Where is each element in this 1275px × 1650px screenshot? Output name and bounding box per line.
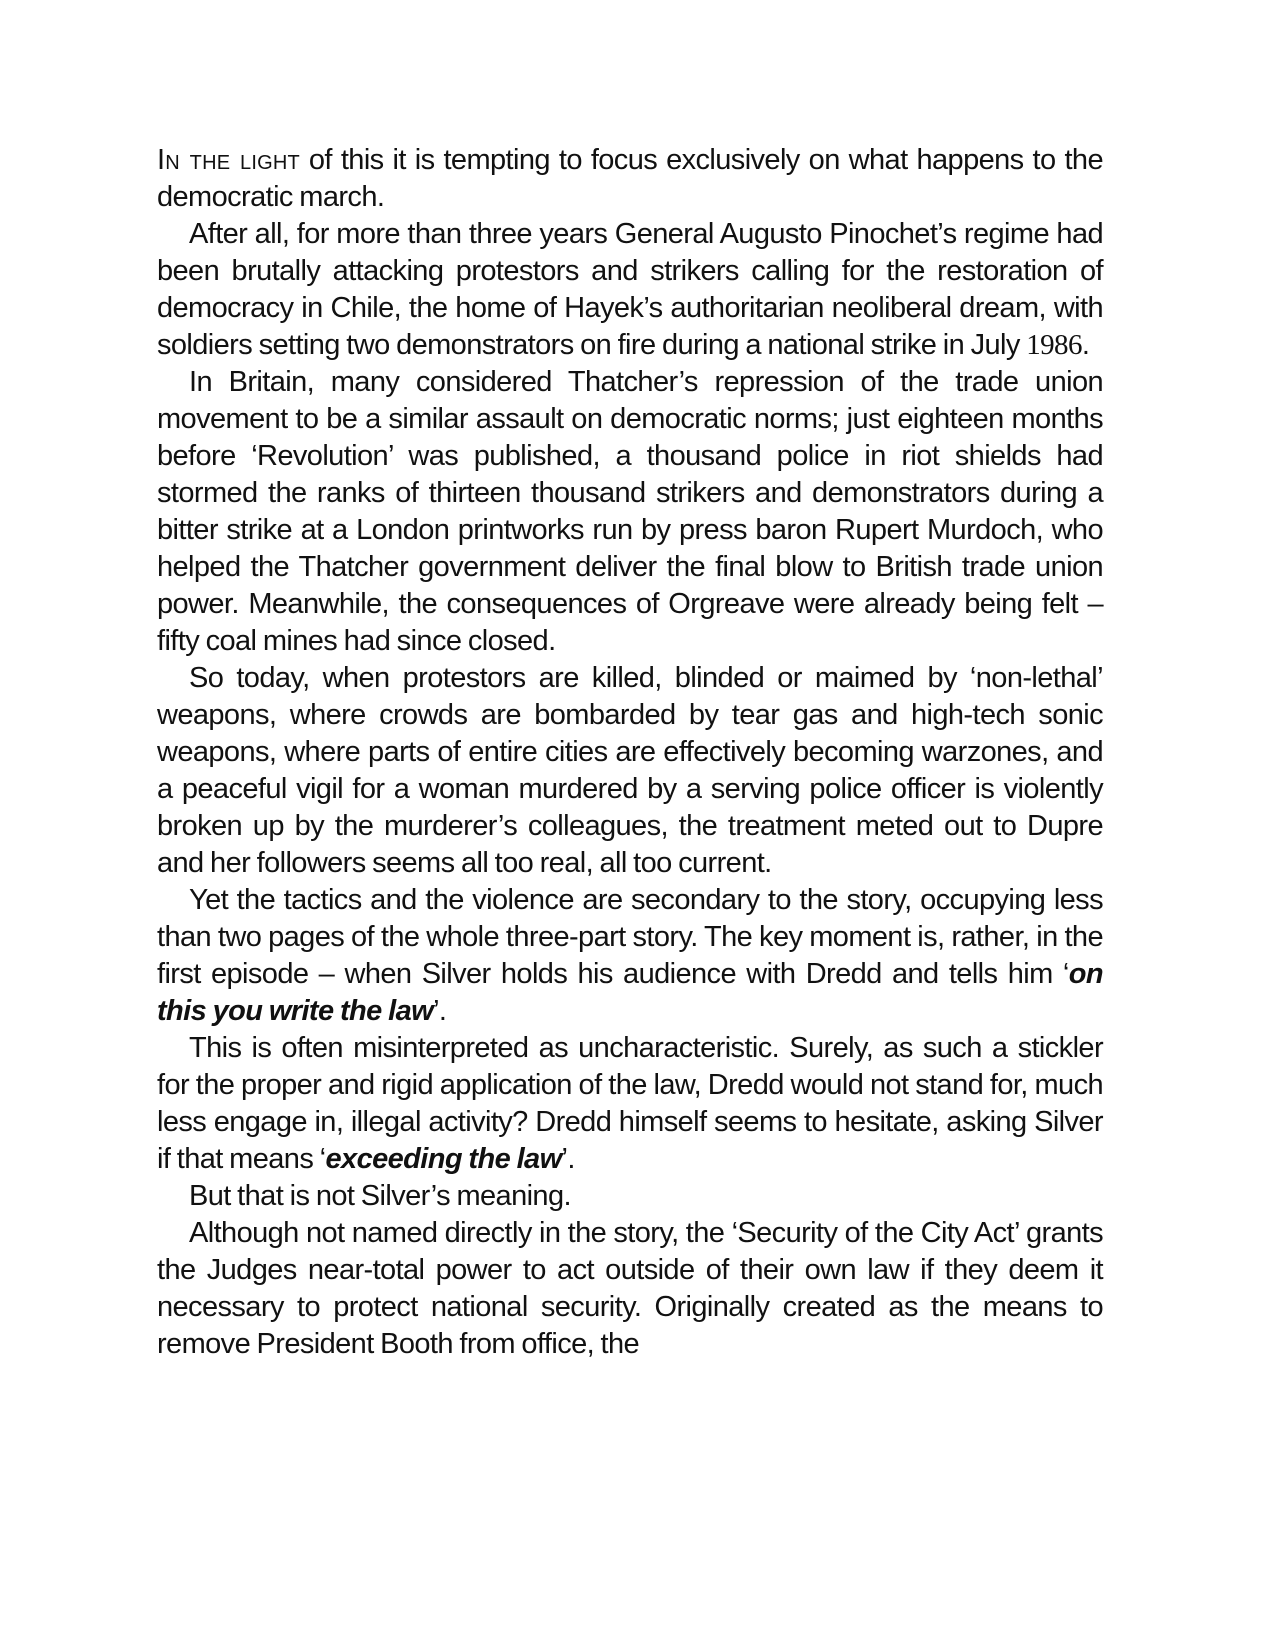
paragraph-7-text: But that is not Silver’s meaning.	[189, 1180, 571, 1212]
paragraph-2-end: .	[1081, 329, 1090, 361]
quote-exceeding-the-law: exceeding the law	[325, 1143, 562, 1175]
paragraph-3	[157, 364, 1103, 660]
paragraph-5-end: ’.	[433, 995, 447, 1027]
paragraph-4	[157, 660, 1103, 882]
paragraph-7	[157, 1178, 1103, 1215]
chapter-lead-in: In the light	[157, 144, 300, 176]
paragraph-8-text: Although not named directly in the story, the ‘Security of the City Act’ grants the Judges near-total power to act outside of their own law if they deem it necessary to protect national security. Originally created as the means to remove President Booth from office, the	[157, 1217, 1103, 1360]
paragraph-6-text: This is often misinterpreted as uncharacteristic. Surely, as such a stickler for the proper and rigid application of the law, Dredd would not stand for, much less engage in, illegal activity? Dredd himself seems to hesitate, asking Silver if that means ‘	[157, 1032, 1103, 1175]
paragraph-2	[157, 216, 1103, 364]
paragraph-8	[157, 1215, 1103, 1363]
paragraph-2-text: After all, for more than three years General Augusto Pinochet’s regime had been brutally attacking protestors and strikers calling for the restoration of democracy in Chile, the home of Hayek’s authoritarian neoliberal dream, with soldiers setting two demonstrators on fire during a national strike in July	[157, 218, 1103, 361]
paragraph-3-text: In Britain, many considered Thatcher’s repression of the trade union movement to be a similar assault on democratic norms; just eighteen months before ‘Revolution’ was published, a thousand police in riot shields had stormed the ranks of thirteen thousand strikers and demonstrators during a bitter strike at a London printworks run by press baron Rupert Murdoch, who helped the Thatcher government deliver the final blow to British trade union power. Meanwhile, the consequences of Orgreave were already being felt – fifty coal mines had since closed.	[157, 366, 1103, 657]
paragraph-5	[157, 882, 1103, 1030]
document-page	[157, 142, 1103, 1363]
paragraph-1-text: of this it is tempting to focus exclusively on what happens to the democratic march.	[157, 144, 1103, 213]
paragraph-5-text: Yet the tactics and the violence are secondary to the story, occupying less than two pages of the whole three-part story. The key moment is, rather, in the first episode – when Silver holds his audience with Dredd and tells him ‘	[157, 884, 1103, 990]
paragraph-6	[157, 1030, 1103, 1178]
paragraph-1	[157, 142, 1103, 216]
paragraph-6-end: ’.	[561, 1143, 575, 1175]
quote-write-the-law: on this you write the law	[157, 958, 1103, 1027]
paragraph-4-text: So today, when protestors are killed, blinded or maimed by ‘non-lethal’ weapons, where crowds are bombarded by tear gas and high-tech sonic weapons, where parts of entire cities are effectively becoming warzones, and a peaceful vigil for a woman murdered by a serving police officer is violently broken up by the murderer’s colleagues, the treatment meted out to Dupre and her followers seems all too real, all too current.	[157, 662, 1103, 879]
year-1986: 1986	[1026, 329, 1082, 361]
